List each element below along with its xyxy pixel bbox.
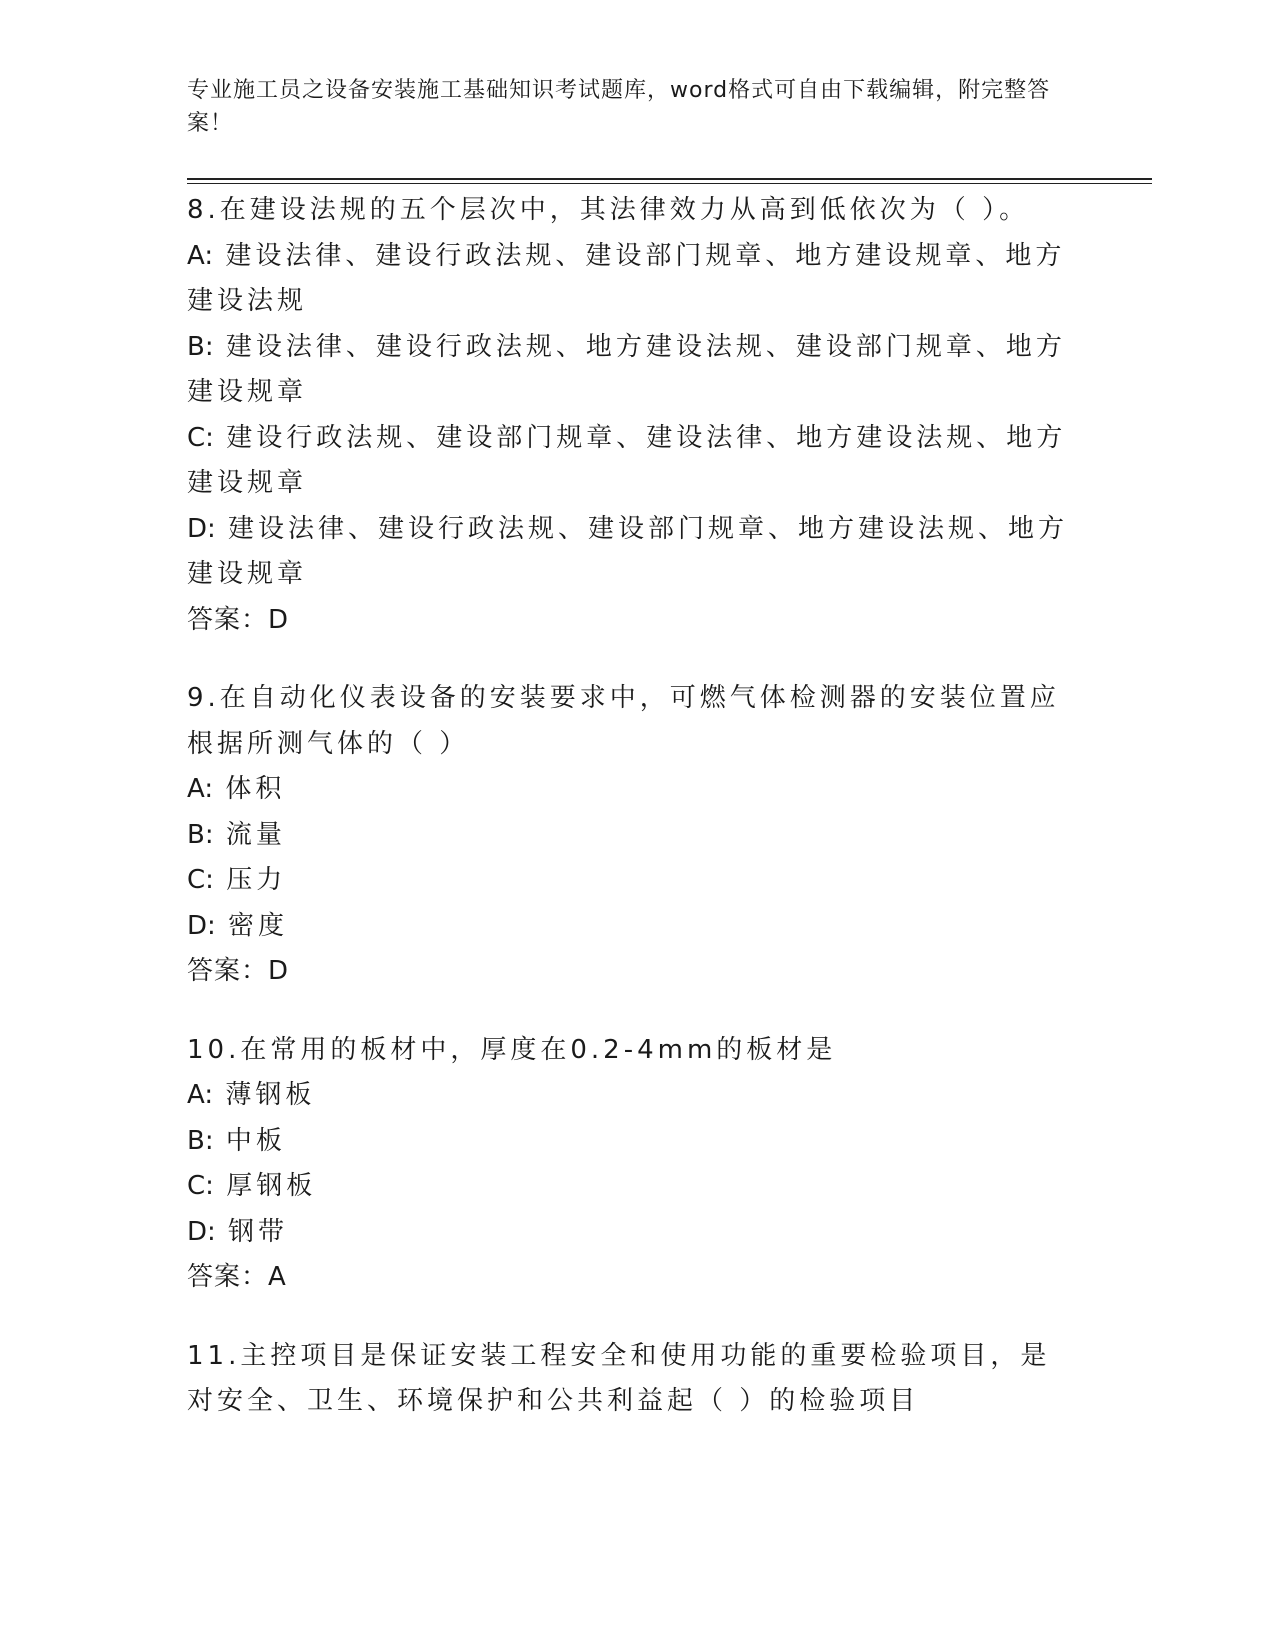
- option-text: 薄钢板: [225, 1080, 316, 1110]
- option-label: C:: [187, 1171, 214, 1201]
- option-a: [187, 767, 1077, 813]
- option-label: D:: [187, 513, 216, 544]
- option-text: 体积: [225, 774, 286, 804]
- question-stem: 11.主控项目是保证安装工程安全和使用功能的重要检验项目，是对安全、卫生、环境保护和公共利益起（ ）的检验项目: [187, 1340, 1051, 1416]
- option-text: 钢带: [228, 1216, 289, 1247]
- question-stem: 8.在建设法规的五个层次中，其法律效力从高到低依次为（ ）。: [187, 195, 1030, 225]
- header-divider-thin: [187, 183, 1152, 184]
- option-c: [187, 1164, 1077, 1210]
- option-text: 压力: [226, 865, 287, 895]
- option-label: D:: [187, 1216, 216, 1247]
- option-d: [187, 507, 1077, 598]
- option-text: 中板: [225, 1125, 286, 1156]
- option-label: D:: [187, 910, 216, 941]
- option-d: [187, 904, 1077, 950]
- option-b: [187, 325, 1077, 416]
- header-divider-thick: [187, 178, 1152, 180]
- option-text: 建设行政法规、建设部门规章、建设法律、地方建设法规、地方建设规章: [187, 422, 1067, 498]
- option-text: 厚钢板: [226, 1171, 317, 1201]
- answer: 答案：A: [187, 1262, 287, 1292]
- option-text: 流量: [225, 819, 286, 850]
- option-b: [187, 813, 1077, 859]
- option-d: [187, 1210, 1077, 1256]
- option-label: B:: [187, 1125, 214, 1156]
- option-a: [187, 1073, 1077, 1119]
- option-label: C:: [187, 865, 214, 895]
- question-11: [187, 1334, 1077, 1425]
- option-text: 建设法律、建设行政法规、地方建设法规、建设部门规章、地方建设规章: [187, 331, 1066, 407]
- option-label: A:: [187, 1080, 214, 1110]
- answer: 答案：D: [187, 604, 290, 635]
- question-list: [187, 188, 1077, 1458]
- option-c: [187, 858, 1077, 904]
- question-stem: 9.在自动化仪表设备的安装要求中，可燃气体检测器的安装位置应根据所测气体的（ ）: [187, 683, 1060, 759]
- option-text: 建设法律、建设行政法规、建设部门规章、地方建设法规、地方建设规章: [187, 513, 1069, 589]
- option-label: A:: [187, 774, 214, 804]
- question-10: [187, 1028, 1077, 1301]
- option-label: C:: [187, 422, 214, 453]
- option-a: [187, 234, 1077, 325]
- option-c: [187, 416, 1077, 507]
- option-label: B:: [187, 331, 214, 362]
- option-b: [187, 1119, 1077, 1165]
- option-text: 建设法律、建设行政法规、建设部门规章、地方建设规章、地方建设法规: [187, 240, 1066, 316]
- option-text: 密度: [228, 910, 289, 941]
- answer: 答案：D: [187, 956, 290, 986]
- document-header: 专业施工员之设备安装施工基础知识考试题库，word格式可自由下载编辑，附完整答案！: [187, 78, 1051, 136]
- question-stem: 10.在常用的板材中，厚度在0.2-4mm的板材是: [187, 1034, 837, 1065]
- question-8: [187, 188, 1077, 643]
- option-label: B:: [187, 819, 214, 850]
- option-label: A:: [187, 240, 214, 271]
- question-9: [187, 676, 1077, 995]
